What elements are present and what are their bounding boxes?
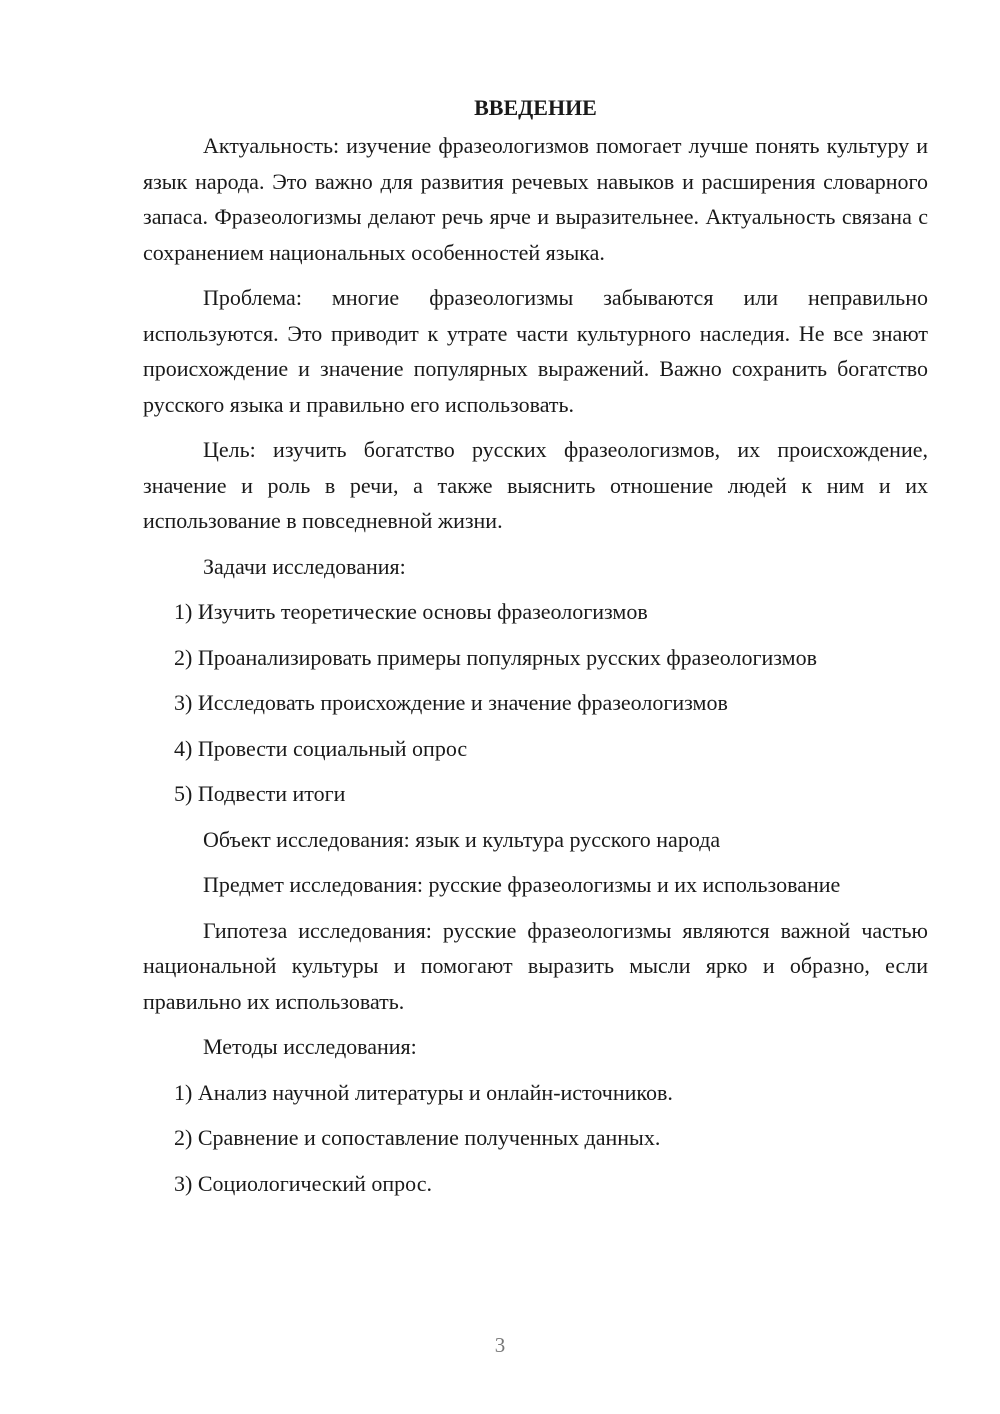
list-item: 5) Подвести итоги (174, 781, 346, 806)
relevance-paragraph: Актуальность: изучение фразеологизмов помогает лучше понять культуру и язык народа. Это важно для развития речевых навыков и расширения словарного запаса. Фразеологизмы делают речь ярче и выразительнее. Актуальность связана с сохранением национальных особенностей языка. (143, 133, 928, 265)
page-title: ВВЕДЕНИЕ (474, 95, 597, 120)
methods-heading: Методы исследования: (203, 1034, 417, 1059)
list-item: 3) Социологический опрос. (174, 1170, 432, 1196)
object-line: Объект исследования: язык и культура русского народа (203, 826, 721, 852)
methods-list (143, 1075, 928, 1202)
tasks-list (143, 594, 928, 812)
page-number: 3 (494, 1333, 506, 1357)
problem-paragraph: Проблема: многие фразеологизмы забываются или неправильно используются. Это приводит к утрате части культурного наследия. Не все знают происхождение и значение популярных выражений. Важно сохранить богатство русского языка и правильно его использовать. (143, 285, 928, 417)
list-item: 2) Сравнение и сопоставление полученных данных. (174, 1125, 661, 1150)
subject-line: Предмет исследования: русские фразеологизмы и их использование (203, 872, 841, 897)
hypothesis-paragraph: Гипотеза исследования: русские фразеологизмы являются важной частью национальной культуры и помогают выразить мысли ярко и образно, если правильно их использовать. (143, 917, 928, 1014)
list-item: 3) Исследовать происхождение и значение фразеологизмов (174, 690, 728, 715)
tasks-heading: Задачи исследования: (203, 553, 406, 579)
list-item: 4) Провести социальный опрос (174, 735, 468, 761)
goal-paragraph: Цель: изучить богатство русских фразеологизмов, их происхождение, значение и роль в речи, а также выяснить отношение людей к ним и их использование в повседневной жизни. (143, 437, 928, 533)
list-item: 1) Изучить теоретические основы фразеологизмов (174, 599, 648, 624)
list-item: 1) Анализ научной литературы и онлайн-источников. (174, 1079, 673, 1105)
document-page (143, 92, 928, 1211)
list-item: 2) Проанализировать примеры популярных русских фразеологизмов (174, 644, 817, 670)
